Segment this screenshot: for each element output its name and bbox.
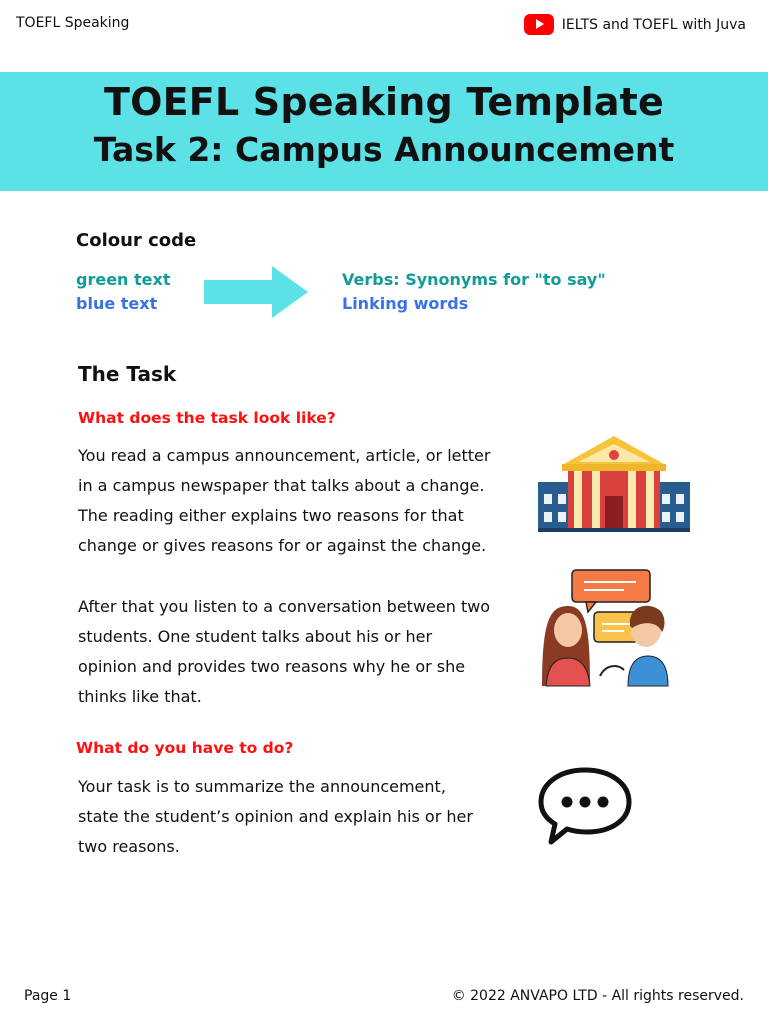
paragraph-reading [78, 441, 528, 561]
text-line: change or gives reasons for or against the change. [78, 536, 487, 555]
copyright: © 2022 ANVAPO LTD - All rights reserved. [451, 988, 744, 1004]
speech-bubble-icon [537, 766, 633, 846]
title-banner [0, 72, 768, 191]
page-number: Page 1 [24, 988, 72, 1004]
channel-name: IELTS and TOEFL with Juva [561, 16, 746, 33]
page-subtitle: Task 2: Campus Announcement [93, 130, 675, 169]
university-building-icon [538, 434, 690, 532]
text-line: opinion and provides two reasons why he or she [78, 657, 466, 676]
paragraph-listening [78, 592, 528, 712]
text-line: After that you listen to a conversation between two [78, 597, 491, 616]
header-title: TOEFL Speaking [16, 15, 130, 31]
text-line: in a campus newspaper that talks about a change. [78, 476, 485, 495]
green-meaning: Verbs: Synonyms for "to say" [342, 270, 606, 289]
arrow-right-icon [204, 266, 308, 318]
youtube-icon [524, 14, 554, 35]
text-line: The reading either explains two reasons for that [78, 506, 464, 525]
paragraph-instructions [78, 772, 528, 862]
question-what-looks-like: What does the task look like? [78, 409, 336, 427]
conversation-people-icon [540, 568, 670, 688]
blue-text-label: blue text [76, 294, 158, 313]
channel-link[interactable] [524, 14, 746, 35]
colour-code-heading: Colour code [76, 230, 197, 251]
question-what-to-do: What do you have to do? [76, 739, 294, 757]
text-line: thinks like that. [78, 687, 202, 706]
blue-meaning: Linking words [342, 294, 469, 313]
page-title: TOEFL Speaking Template [104, 80, 664, 124]
text-line: two reasons. [78, 837, 180, 856]
text-line: state the student’s opinion and explain his or her [78, 807, 473, 826]
text-line: students. One student talks about his or her [78, 627, 433, 646]
text-line: You read a campus announcement, article, or letter [78, 446, 491, 465]
task-heading: The Task [78, 362, 177, 386]
green-text-label: green text [76, 270, 171, 289]
text-line: Your task is to summarize the announcement, [78, 777, 446, 796]
